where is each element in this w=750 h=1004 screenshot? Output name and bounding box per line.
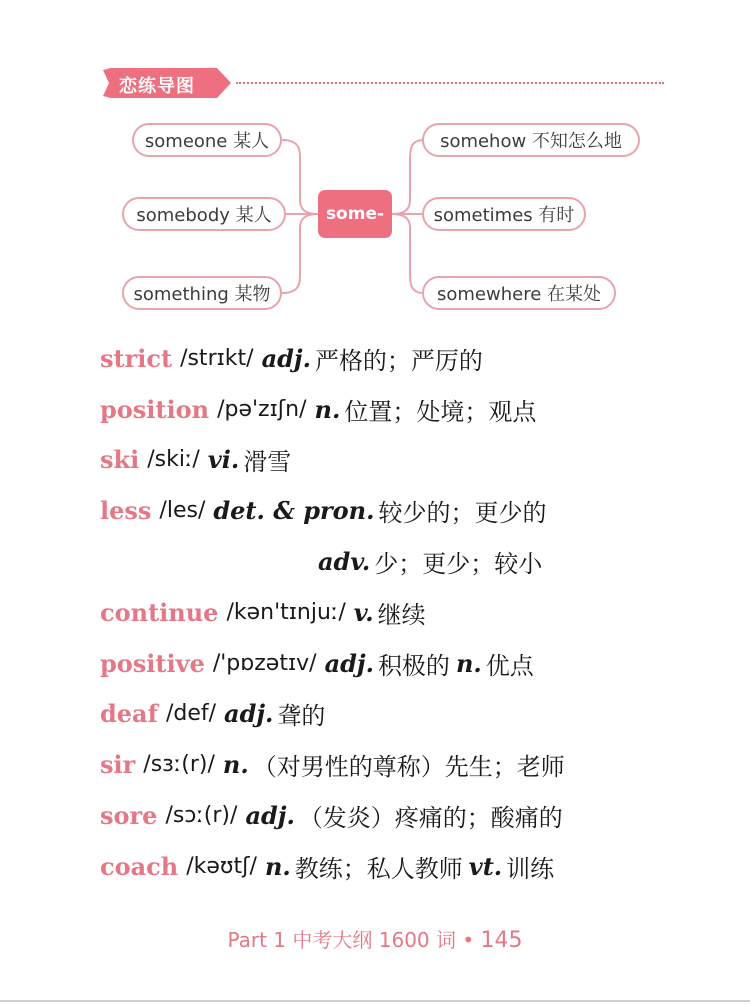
vocabulary-list <box>100 333 720 892</box>
entry-pronunciation: /strɪkt/ <box>180 345 254 371</box>
entry-word: coach <box>100 851 179 881</box>
entry-part-of-speech: adj. <box>324 648 374 678</box>
mind-map-node-sometimes: sometimes 有时 <box>422 197 586 231</box>
vocab-entry <box>100 841 720 892</box>
vocab-entry <box>100 485 720 536</box>
mind-map-node-somebody: somebody 某人 <box>122 197 286 231</box>
entry-definition: 聋的 <box>277 702 326 731</box>
entry-pronunciation: /pə'zɪʃn/ <box>217 396 307 422</box>
entry-part-of-speech: adj. <box>224 699 274 729</box>
entry-part-of-speech: adj. <box>245 801 295 831</box>
entry-word: sir <box>100 750 136 780</box>
entry-definition: 滑雪 <box>243 448 292 477</box>
vocab-entry <box>100 435 720 486</box>
entry-part-of-speech: vi. <box>207 445 240 475</box>
entry-definition: 训练 <box>506 854 555 883</box>
footer-section-label: Part 1 中考大纲 1600 词 • <box>227 928 475 952</box>
connector-left-bottom <box>282 214 318 293</box>
entry-definition: 继续 <box>377 600 426 629</box>
entry-word: less <box>100 496 152 526</box>
entry-part-of-speech: adv. <box>318 547 371 577</box>
vocab-entry <box>100 689 720 740</box>
entry-word: ski <box>100 445 140 475</box>
entry-pronunciation: /kəʊtʃ/ <box>186 853 257 879</box>
vocab-entry <box>100 384 720 435</box>
entry-part-of-speech: n. <box>222 750 249 780</box>
entry-definition: 严格的；严厉的 <box>314 346 483 375</box>
vocab-entry-continuation <box>100 536 720 587</box>
page-footer <box>0 924 750 953</box>
entry-part-of-speech: n. <box>264 851 291 881</box>
vocab-entry <box>100 587 720 638</box>
entry-definition: 优点 <box>485 651 534 680</box>
vocab-entry <box>100 739 720 790</box>
connector-left-top <box>282 140 318 214</box>
page-bottom-rule <box>0 1000 750 1002</box>
mind-map-node-someone: someone 某人 <box>132 123 282 157</box>
entry-definition: 积极的 <box>377 651 450 680</box>
entry-part-of-speech: n. <box>314 394 341 424</box>
entry-part-of-speech: det. & pron. <box>213 496 375 526</box>
entry-pronunciation: /'pɒzətɪv/ <box>212 650 317 676</box>
mind-map-center: some- <box>318 190 392 238</box>
mind-map-node-somehow: somehow 不知怎么地 <box>422 123 640 157</box>
connector-right-bottom <box>392 214 424 293</box>
section-title: 恋练导图 <box>119 76 195 97</box>
mind-map-connectors <box>0 0 750 330</box>
page-number: 145 <box>480 928 523 953</box>
entry-word: deaf <box>100 699 158 729</box>
entry-pronunciation: /sɔː(r)/ <box>165 803 238 829</box>
connector-right-top <box>392 140 424 214</box>
mind-map-node-something: something 某物 <box>122 276 282 310</box>
entry-definition: （对男性的尊称）先生；老师 <box>252 753 565 782</box>
entry-pronunciation: /sɜː(r)/ <box>143 752 215 778</box>
entry-word: continue <box>100 597 219 627</box>
entry-part-of-speech: v. <box>353 597 374 627</box>
entry-pronunciation: /skiː/ <box>147 447 200 473</box>
entry-definition: 位置；处境；观点 <box>344 397 537 426</box>
entry-pronunciation: /les/ <box>159 498 206 524</box>
entry-definition: 少；更少；较小 <box>374 550 543 579</box>
vocab-entry <box>100 638 720 689</box>
vocab-entry <box>100 333 720 384</box>
mind-map-node-somewhere: somewhere 在某处 <box>422 276 616 310</box>
entry-word: positive <box>100 648 205 678</box>
entry-pronunciation: /def/ <box>165 701 217 727</box>
entry-part-of-speech: vt. <box>468 851 503 881</box>
entry-definition: 较少的；更少的 <box>378 499 547 528</box>
entry-word: strict <box>100 343 173 373</box>
entry-pronunciation: /kən'tɪnjuː/ <box>226 599 346 625</box>
entry-definition: 教练；私人教师 <box>294 854 463 883</box>
entry-word: sore <box>100 801 158 831</box>
entry-part-of-speech: adj. <box>261 343 311 373</box>
vocab-entry <box>100 790 720 841</box>
mind-map <box>0 0 750 330</box>
entry-word: position <box>100 394 210 424</box>
entry-definition: （发炎）疼痛的；酸痛的 <box>298 804 563 833</box>
entry-part-of-speech: n. <box>455 648 482 678</box>
